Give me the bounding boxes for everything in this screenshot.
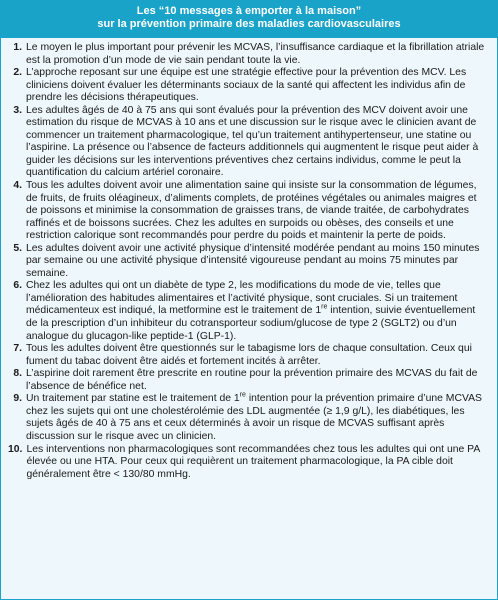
box-subtitle: sur la prévention primaire des maladies cardiovasculaires [97, 18, 401, 30]
item-number: 1. [13, 42, 22, 53]
box-header [1, 1, 497, 38]
item-text-part: intention pour la prévention primaire d’une MCVAS chez les sujets qui ont une cholestérolémie des LDL augmentée (≥ 1,9 g/L), les diabétiques, les sujets âgés de 40 à 75 ans et ceux déterminés à avoir un risque de MCVAS suffisant après discussion sur le risque avec un clinicien. [26, 393, 482, 442]
item-text: Les adultes âgés de 40 à 75 ans qui sont évalués pour la prévention des MCV doivent avoir une estimation du risque de MCVAS à 10 ans et une discussion sur le risque avec le clinicien avant de commencer un traitement pharmacologique, tel qu’un traitement antihypertenseur, une statine ou l’aspirine. La présence ou l’absence de facteurs additionnels qui augmentent le risque peut aider à guider les décisions sur les interventions préventives chez certains individus, comme le peut la quantification du calcium artériel coronaire. [26, 104, 479, 179]
item-number: 9. [13, 393, 22, 405]
list-item [8, 393, 489, 443]
list-item [8, 280, 489, 343]
item-number: 5. [13, 242, 22, 254]
item-text-part: Chez les adultes qui ont un diabète de type 2, les modifications du mode de vie, telles que l’amélioration des habitudes alimentaires et l’activité physique, sont cruciales. Si un traitement médicamenteux est indiqué, la metformine est le traitement de 1 [26, 280, 458, 317]
item-number: 7. [13, 343, 22, 355]
item-text-part: Un traitement par statine est le traitement de 1 [26, 393, 240, 405]
list-item [8, 180, 489, 243]
item-number: 4. [13, 180, 22, 192]
list-item [8, 243, 489, 281]
item-text-part: intention, suivie éventuellement de la prescription d’un inhibiteur du cotransporteur sodium/glucose de type 2 (SGLT2) ou d’un analogue du glucagon-like peptide-1 (GLP-1). [26, 305, 476, 342]
item-number: 3. [13, 104, 22, 116]
item-text: L’approche reposant sur une équipe est une stratégie effective pour la prévention des MCV. Les cliniciens doivent évaluer les déterminants sociaux de la santé qui affectent les individus afin de prendre les décisions thérapeutiques. [26, 67, 467, 104]
item-text [26, 280, 489, 343]
list-item [8, 444, 489, 482]
item-number: 6. [13, 280, 22, 292]
item-number: 10. [8, 443, 23, 455]
list-item [8, 67, 489, 105]
item-text: Tous les adultes doivent avoir une alimentation saine qui insiste sur la consommation de légumes, de fruits, de fruits oléagineux, d’aliments complets, de protéines végétales ou animales maigres et de poissons et minimise la consommation de graisses trans, de viande traitée, de carbohydrates raffinés et de boissons sucrées. Chez les adultes en surpoids ou obèses, des conseils et une restriction calorique sont recommandés pour perdre du poids et maintenir la perte de poids. [26, 180, 477, 242]
list-item [8, 368, 489, 393]
list-item [8, 343, 489, 368]
item-number: 8. [13, 368, 22, 380]
item-text: Tous les adultes doivent être questionnés sur le tabagisme lors de chaque consultation. Ceux qui fument du tabac doivent être aidés et fortement incités à arrêter. [26, 343, 472, 367]
message-list [1, 38, 497, 481]
ordinal-superscript: re [321, 304, 328, 312]
item-number: 2. [13, 67, 22, 79]
ordinal-superscript: re [239, 391, 246, 399]
list-item [8, 42, 489, 67]
box-title: Les “10 messages à emporter à la maison” [136, 5, 362, 17]
list-item [8, 105, 489, 180]
item-text: Les interventions non pharmacologiques sont recommandées chez tous les adultes qui ont une PA élevée ou une HTA. Pour ceux qui requièrent un traitement pharmacologique, la PA cible doit généralement être < 130/80 mmHg. [26, 443, 480, 480]
item-text: Le moyen le plus important pour prévenir les MCVAS, l’insuffisance cardiaque et la fibrillation atriale est la promotion d’un mode de vie sain pendant toute la vie. [26, 42, 485, 66]
item-text: Les adultes doivent avoir une activité physique d’intensité modérée pendant au moins 150 minutes par semaine ou une activité physique d’intensité vigoureuse pendant au moins 75 minutes par semaine. [26, 242, 480, 279]
item-text: L’aspirine doit rarement être prescrite en routine pour la prévention primaire des MCVAS du fait de l’absence de bénéfice net. [26, 368, 478, 392]
item-text [26, 393, 489, 443]
